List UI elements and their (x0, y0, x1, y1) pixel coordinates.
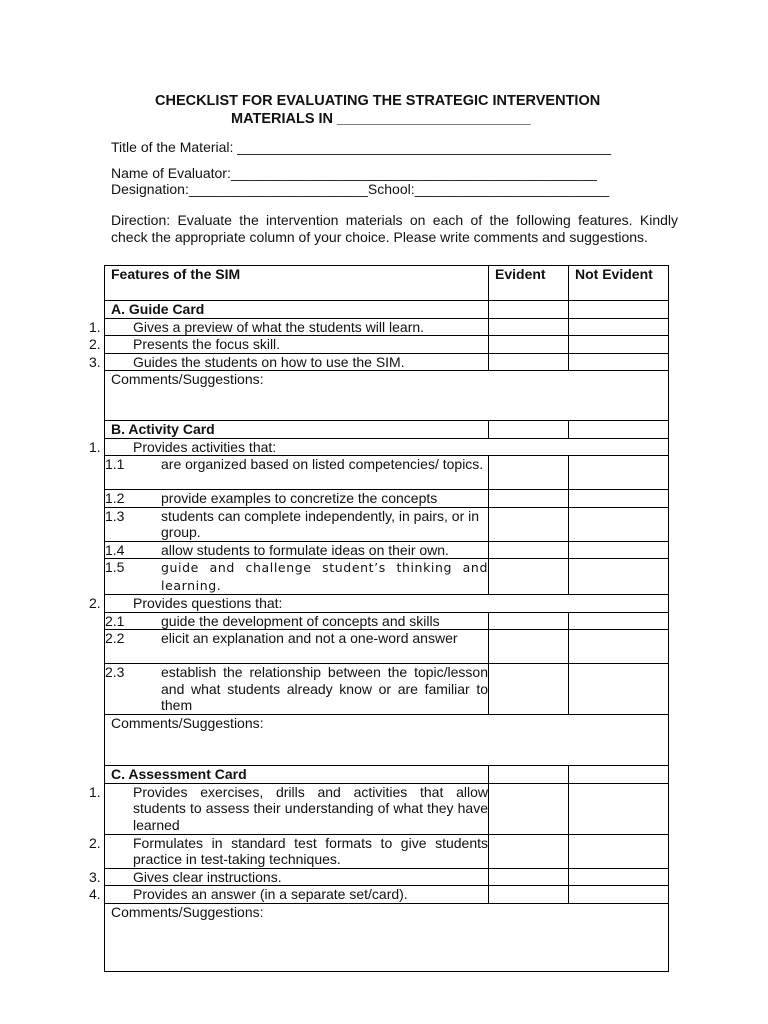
item-text: are organized based on listed competencies/ topics. (161, 456, 484, 472)
item-number: 1.4 (105, 541, 125, 558)
evident-checkbox[interactable] (489, 336, 569, 354)
item-number: 2. (89, 834, 101, 851)
name-of-evaluator-field[interactable]: Name of Evaluator:_______________________________________________ (111, 165, 597, 181)
item-text: allow students to formulate ideas on their own. (161, 541, 449, 558)
evident-checkbox[interactable] (489, 783, 569, 834)
not-evident-checkbox[interactable] (569, 559, 669, 595)
not-evident-checkbox[interactable] (569, 490, 669, 508)
table-row (105, 630, 669, 664)
table-row (105, 559, 669, 595)
table-row (105, 595, 669, 613)
item-text: elicit an explanation and not a one-word answer (161, 630, 458, 646)
table-row (105, 438, 669, 456)
evident-checkbox[interactable] (489, 456, 569, 490)
evident-checkbox[interactable] (489, 868, 569, 886)
table-row (105, 336, 669, 354)
table-row (105, 353, 669, 371)
not-evident-checkbox[interactable] (569, 318, 669, 336)
comments-row (105, 371, 669, 421)
item-number: 1. (89, 438, 101, 455)
section-assessment-card-row (105, 766, 669, 784)
not-evident-checkbox[interactable] (569, 783, 669, 834)
table-row (105, 612, 669, 630)
header-not-evident: Not Evident (569, 266, 669, 301)
table-header-row (105, 266, 669, 301)
item-text: Provides activities that: (133, 438, 277, 455)
item-number: 3. (89, 353, 101, 370)
item-number: 2.3 (105, 664, 125, 680)
section-heading: C. Assessment Card (105, 766, 489, 784)
item-number: 2.1 (105, 612, 125, 629)
item-number: 1. (89, 318, 101, 335)
item-text: students can complete independently, in pairs, or in group. (161, 507, 480, 540)
table-row (105, 541, 669, 559)
evident-checkbox[interactable] (489, 559, 569, 595)
item-text: Provides an answer (in a separate set/card). (133, 886, 408, 902)
item-number: 2.2 (105, 630, 125, 646)
not-evident-checkbox[interactable] (569, 886, 669, 904)
evident-checkbox[interactable] (489, 421, 569, 439)
table-row (105, 783, 669, 834)
table-row (105, 868, 669, 886)
item-text: Provides exercises, drills and activities that allow students to assess their understanding of what they have learned (133, 783, 488, 833)
item-number: 1.1 (105, 456, 125, 472)
not-evident-checkbox[interactable] (569, 456, 669, 490)
evident-checkbox[interactable] (489, 318, 569, 336)
document-title-line2: MATERIALS IN ________________________ (231, 111, 531, 127)
item-text: Formulates in standard test formats to give students practice in test-taking techniques. (133, 834, 488, 867)
table-row (105, 456, 669, 490)
not-evident-checkbox[interactable] (569, 664, 669, 715)
document-title-line1: CHECKLIST FOR EVALUATING THE STRATEGIC INTERVENTION (155, 93, 601, 109)
not-evident-checkbox[interactable] (569, 421, 669, 439)
item-number: 4. (89, 886, 101, 902)
evident-checkbox[interactable] (489, 630, 569, 664)
item-number: 2. (89, 595, 101, 611)
comments-field[interactable]: Comments/Suggestions: (105, 371, 669, 421)
comments-field[interactable]: Comments/Suggestions: (105, 903, 669, 971)
item-number: 1.3 (105, 507, 125, 524)
evident-checkbox[interactable] (489, 664, 569, 715)
evident-checkbox[interactable] (489, 507, 569, 541)
title-of-material-field[interactable]: Title of the Material: ________________________________________________ (111, 139, 612, 155)
comments-field[interactable]: Comments/Suggestions: (105, 715, 669, 766)
comments-row (105, 715, 669, 766)
item-number: 1.5 (105, 559, 125, 575)
evident-checkbox[interactable] (489, 886, 569, 904)
item-number: 3. (89, 868, 101, 885)
item-text: Presents the focus skill. (133, 336, 281, 352)
evident-checkbox[interactable] (489, 612, 569, 630)
section-guide-card-row (105, 301, 669, 319)
item-text: Provides questions that: (133, 595, 283, 611)
not-evident-checkbox[interactable] (569, 766, 669, 784)
not-evident-checkbox[interactable] (569, 834, 669, 868)
item-number: 1.2 (105, 490, 125, 506)
evident-checkbox[interactable] (489, 834, 569, 868)
item-number: 2. (89, 336, 101, 352)
header-evident: Evident (489, 266, 569, 301)
not-evident-checkbox[interactable] (569, 868, 669, 886)
section-heading: B. Activity Card (105, 421, 489, 439)
table-row (105, 318, 669, 336)
direction-text: Direction: Evaluate the intervention materials on each of the following features. Kindly check the appropriate column of your choice. Please write comments and suggestions. (111, 212, 678, 245)
section-activity-card-row (105, 421, 669, 439)
evident-checkbox[interactable] (489, 301, 569, 319)
table-row (105, 664, 669, 715)
item-text: Gives clear instructions. (133, 868, 282, 885)
item-number: 1. (89, 783, 101, 800)
evident-checkbox[interactable] (489, 766, 569, 784)
table-row (105, 834, 669, 868)
comments-row (105, 903, 669, 971)
not-evident-checkbox[interactable] (569, 353, 669, 371)
item-text: establish the relationship between the topic/lesson and what students already know or are familiar to them (161, 664, 488, 713)
checklist-table (89, 265, 669, 972)
section-heading: A. Guide Card (105, 301, 489, 319)
item-text: guide the development of concepts and skills (161, 612, 440, 629)
item-text: provide examples to concretize the concepts (161, 490, 438, 506)
not-evident-checkbox[interactable] (569, 336, 669, 354)
table-row (105, 507, 669, 541)
designation-school-field[interactable]: Designation:_______________________School:_________________________ (111, 181, 610, 197)
not-evident-checkbox[interactable] (569, 612, 669, 630)
evident-checkbox[interactable] (489, 490, 569, 508)
evident-checkbox[interactable] (489, 353, 569, 371)
evident-checkbox[interactable] (489, 541, 569, 559)
item-text: guide and challenge student’s thinking and learning. (161, 560, 488, 593)
item-text: Guides the students on how to use the SIM. (133, 353, 405, 370)
table-row (105, 490, 669, 508)
not-evident-checkbox[interactable] (569, 507, 669, 541)
not-evident-checkbox[interactable] (569, 630, 669, 664)
table-row (105, 886, 669, 904)
header-features: Features of the SIM (105, 266, 489, 301)
not-evident-checkbox[interactable] (569, 301, 669, 319)
not-evident-checkbox[interactable] (569, 541, 669, 559)
item-text: Gives a preview of what the students will learn. (133, 318, 425, 335)
